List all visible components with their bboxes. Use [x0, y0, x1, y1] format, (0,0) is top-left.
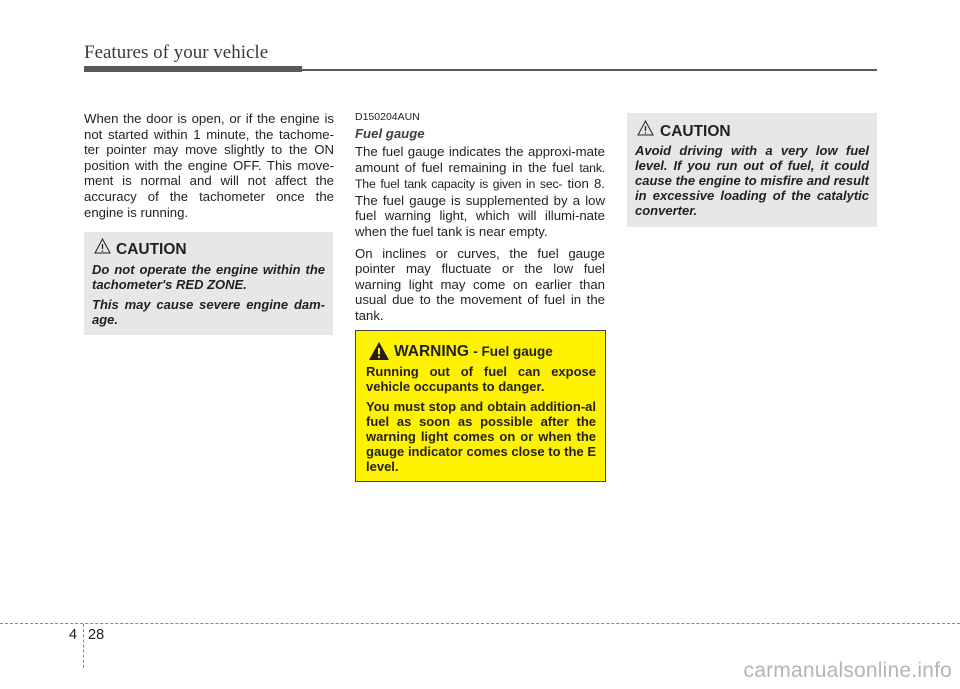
- warning-line: Running out of fuel can expose vehicle occupants to danger.: [366, 364, 596, 394]
- caution-box-low-fuel: [627, 113, 877, 227]
- text-span: The fuel gauge indicates the approxi-mate amount of fuel remaining in the fuel: [355, 144, 605, 175]
- caution-body: [92, 262, 325, 332]
- page-number: 28: [88, 627, 105, 643]
- footer-divider: [83, 624, 84, 668]
- page-header-title: Features of your vehicle: [84, 42, 269, 63]
- caution-body: Avoid driving with a very low fuel level. If you run out of fuel, it could cause the engine to misfire and result in excessive loading of the catalytic converter.: [635, 143, 869, 218]
- header-rule-thin: [302, 69, 877, 71]
- watermark-text: carmanualsonline.info: [743, 659, 952, 682]
- warning-subheading: - Fuel gauge: [473, 344, 553, 359]
- warning-line: You must stop and obtain addition-al fuel as soon as possible after the warning light comes on or when the gauge indicator comes close to the E level.: [366, 399, 596, 474]
- warning-heading: [394, 343, 553, 361]
- tachometer-paragraph: When the door is open, or if the engine is not started within 1 minute, the tachome-ter pointer may move slightly to the ON position with the engine OFF. This move-ment is normal and will not affect the accuracy of the tachometer once the engine is running.: [84, 111, 334, 220]
- chapter-number: 4: [69, 627, 78, 643]
- caution-heading: CAUTION: [116, 241, 187, 258]
- fuel-gauge-paragraph-2: On inclines or curves, the fuel gauge pointer may fluctuate or the low fuel warning light may come on earlier than usual due to the movement of fuel in the tank.: [355, 245, 605, 323]
- caution-triangle-icon: [94, 238, 111, 254]
- warning-body: [366, 364, 596, 479]
- warning-label: WARNING: [394, 343, 469, 360]
- warning-box-fuel-gauge: [355, 330, 606, 482]
- footer-rule: [0, 623, 960, 624]
- caution-line: This may cause severe engine dam-age.: [92, 297, 325, 327]
- text-span-small: tank. The fuel tank capacity is given in sec-: [355, 160, 605, 192]
- warning-triangle-icon: [368, 341, 390, 361]
- caution-triangle-icon: [637, 120, 654, 136]
- fuel-gauge-paragraph-1: [355, 144, 605, 240]
- fuel-gauge-subheading: Fuel gauge: [355, 126, 425, 141]
- fuel-gauge-text: [355, 144, 605, 330]
- text-span: tion 8. The fuel gauge is supplemented by a low fuel warning light, which will illumi-nate when the fuel tank is near empty.: [355, 176, 605, 239]
- caution-line: Do not operate the engine within the tachometer's RED ZONE.: [92, 262, 325, 292]
- caution-box-tachometer: [84, 232, 333, 335]
- header-rule-thick: [84, 66, 302, 72]
- section-code: D150204AUN: [355, 111, 420, 123]
- caution-heading: CAUTION: [660, 123, 731, 140]
